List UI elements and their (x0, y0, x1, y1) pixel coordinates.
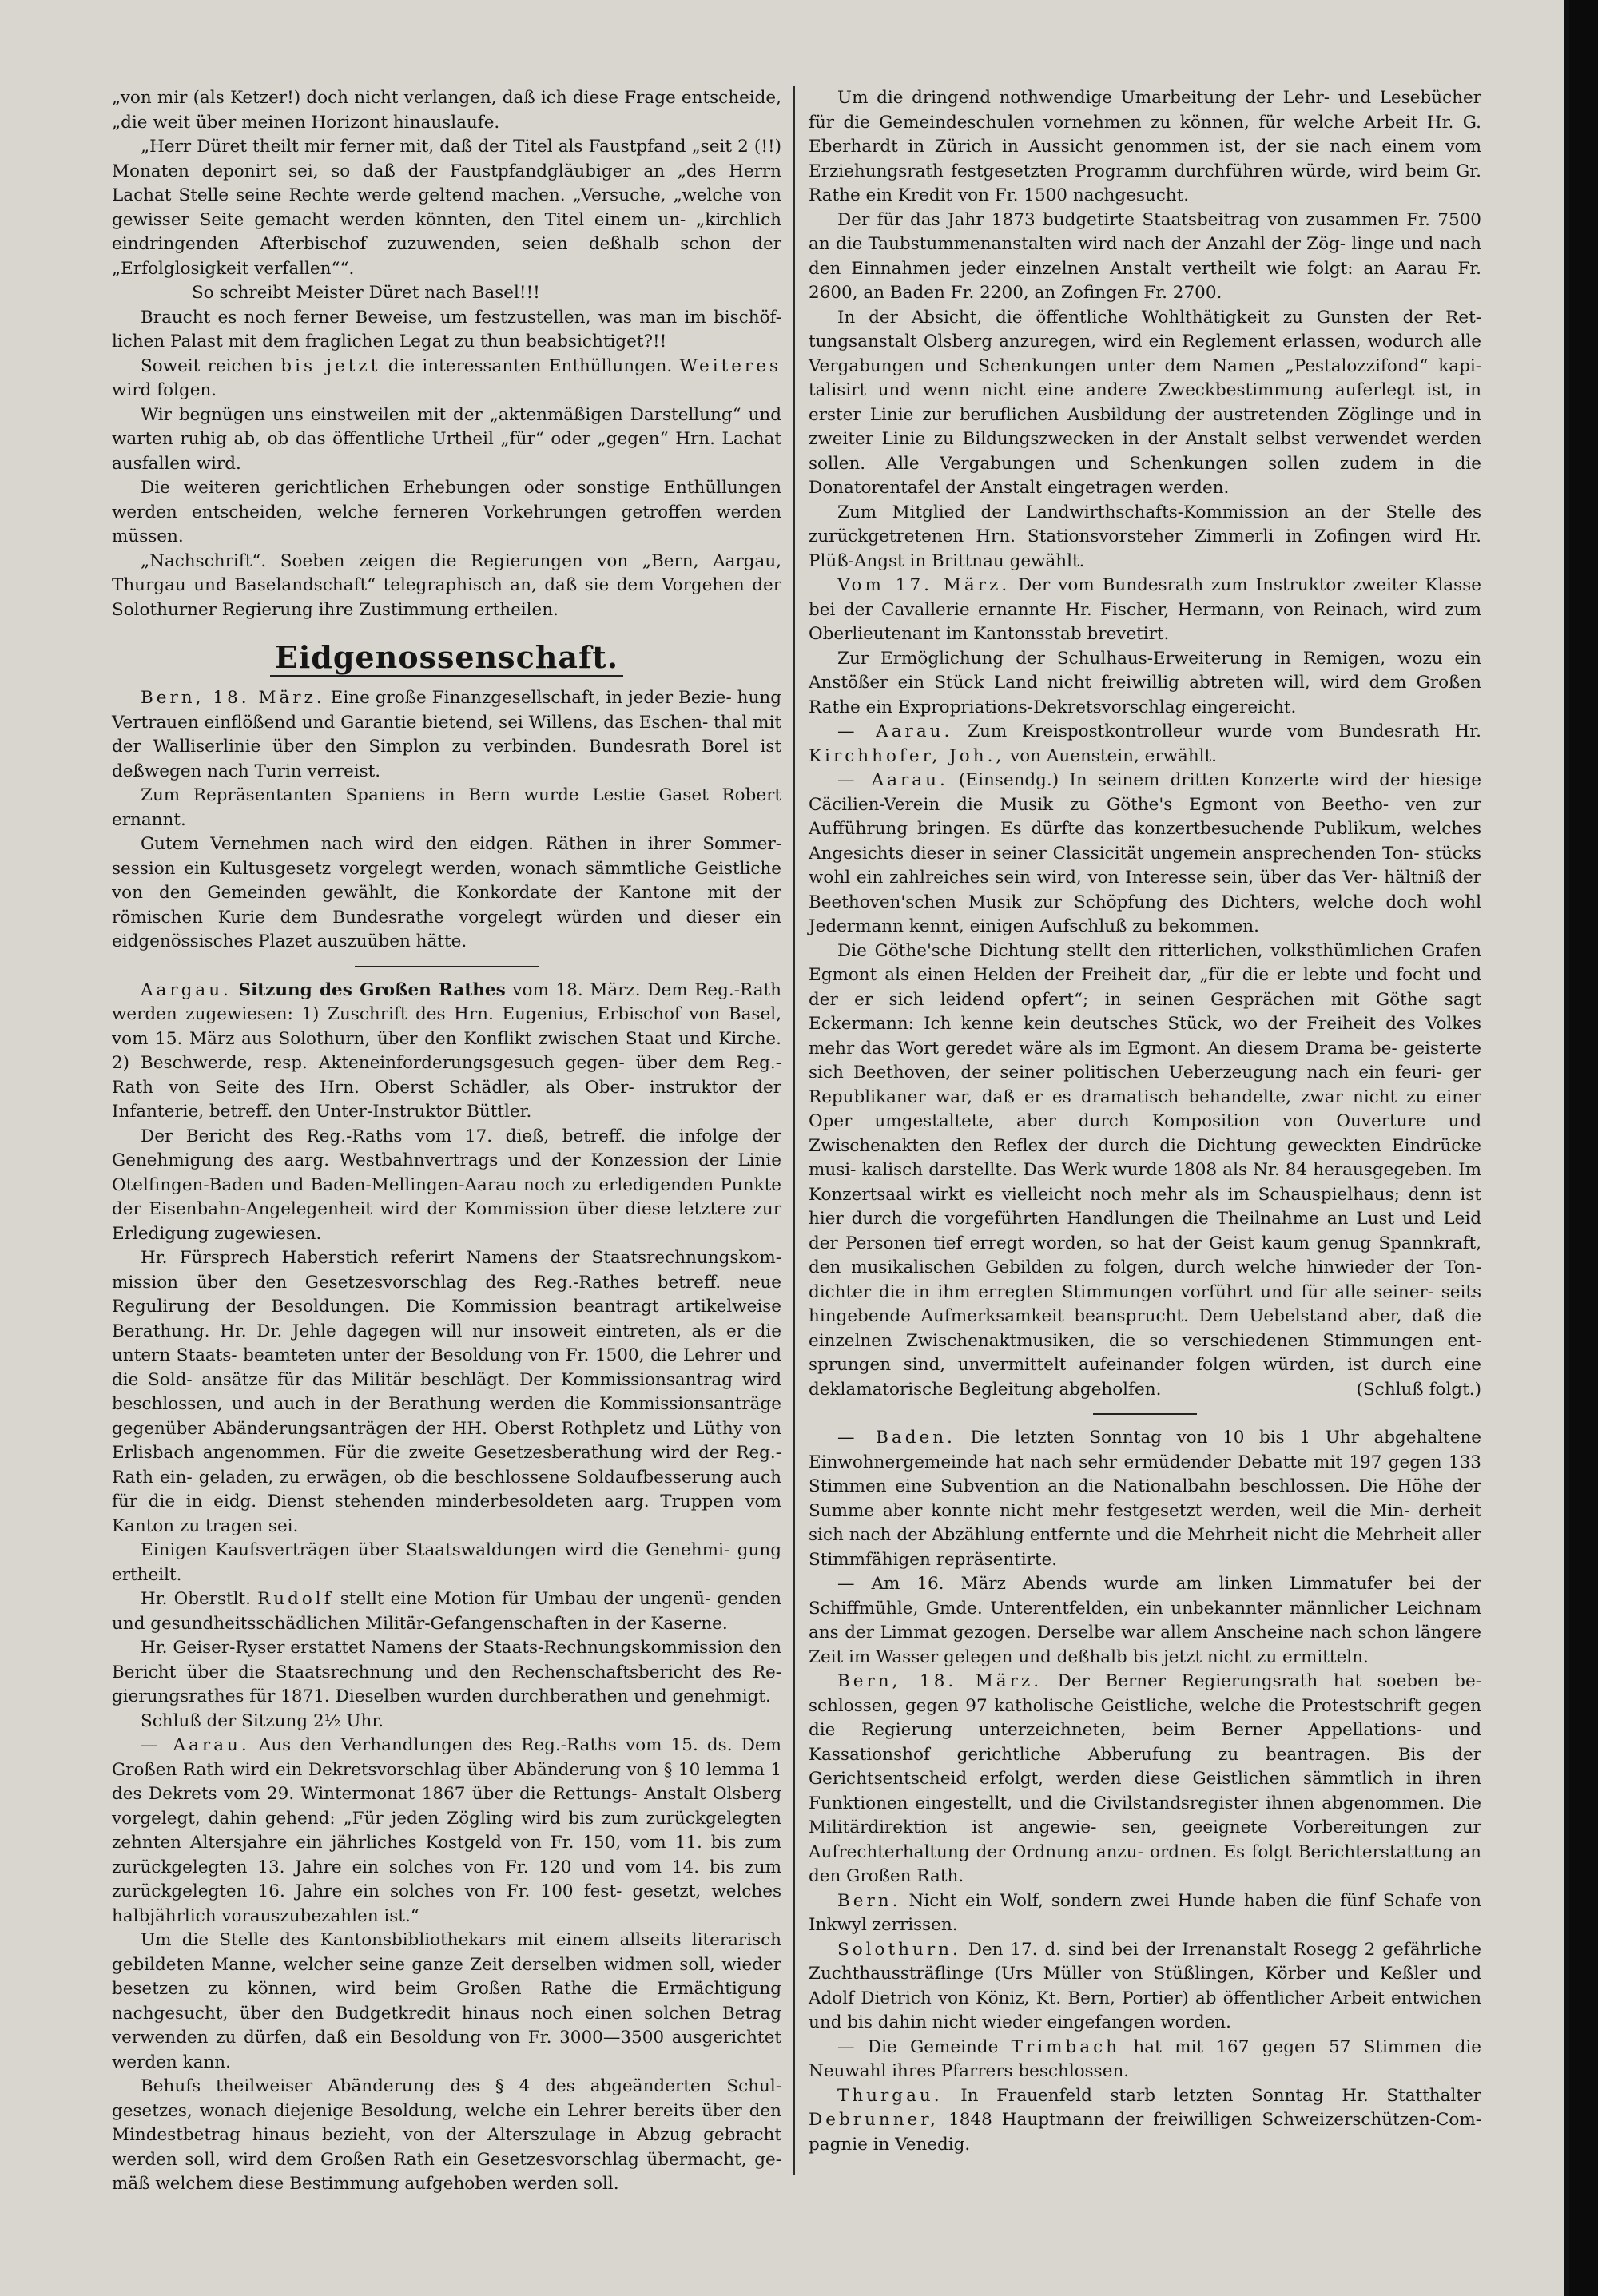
paragraph: — Am 16. März Abends wurde am linken Limmatufer bei der Schiffmühle, Gmde. Unterentfelden, ein unbekannter männlicher Leichnam ans der Limmat gezogen. Derselbe war allem Anscheine nach schon längere Zeit im Wasser gelegen und deßhalb bis jetzt nicht zu ermitteln. (809, 1574, 1481, 1667)
paragraph: „Nachschrift“. Soeben zeigen die Regierungen von „Bern, Aargau, Thurgau und Baselandschaft“ telegraphisch an, daß sie dem Vorgehen der Solothurner Regierung ihre Zustimmung ertheilen. (112, 550, 781, 620)
text-run: — Die Gemeinde (837, 2036, 999, 2057)
text-run: Hr. Oberstlt. (141, 1589, 251, 1609)
paragraph: Behufs theilweiser Abänderung des § 4 des abgeänderten Schul- gesetzes, wonach diejenige Besoldung, welche ein Lehrer bereits über den Mindestbetrag hinaus bezieht, von der Alterszulage in Abzug gebracht werden soll, wird dem Großen Rath ein Gesetzesvorschlag übermacht, ge- mäß welchem diese Bestimmung aufgehoben werden soll. (112, 2076, 781, 2194)
paragraph (809, 2084, 1481, 2158)
text-run: stellt eine Motion für Umbau der ungenü- genden und gesundheitsschädlichen Militär-Gefangenschaften in der Kaserne. (112, 1589, 782, 1634)
text-run: Den 17. d. sind bei der Irrenanstalt Rosegg 2 gefährliche Zuchthaussträflinge (Urs Müller von Stüßlingen, Körber und Keßler und Adolf Dietrich von Köniz, Kt. Bern, Portier) ab öffentlicher Arbeit entwichen und bis dahin nicht wieder eingefangen worden. (809, 1939, 1481, 2032)
text-run: Eine große Finanzgesellschaft, in jeder Bezie- hung Vertrauen einflößend und Garantie bietend, sei Willens, das Eschen- thal mit der Walliserlinie über den Simplon zu verbinden. Bundesrath Borel ist deßwegen nach Turin verreist. (112, 688, 781, 781)
paragraph: Schluß der Sitzung 2½ Uhr. (141, 1710, 384, 1731)
paragraph (809, 720, 1481, 769)
dateline: Vom 17. März. (837, 575, 1011, 595)
emphasis: Rudolf (257, 1589, 334, 1609)
dateline: Bern. (837, 1890, 901, 1911)
text-run: von Auenstein, erwählt. (1010, 745, 1218, 766)
session-title: Sitzung des Großen Rathes (238, 979, 506, 1000)
dateline: — Baden. (837, 1428, 956, 1448)
paragraph (809, 1426, 1481, 1572)
text-run: In Frauenfeld starb letzten Sonntag Hr. Statthalter (960, 2085, 1481, 2106)
dateline: — Aarau. (141, 1735, 250, 1755)
right-column (809, 86, 1481, 2157)
paragraph: „Herr Düret theilt mir ferner mit, daß der Titel als Faustpfand „seit 2 (!!) Monaten deponirt sei, so daß der Faustpfandgläubiger an „des Herrn Lachat Stelle seine Rechte werde geltend machen. „Versuche, „welche von gewisser Seite gemacht werden könnten, den Titel einem un- „kirchlich eindringenden Afterbischof zuzuwenden, seien deßhalb schon der „Erfolglosigkeit verfallen““. (112, 137, 781, 279)
text-run: Nicht ein Wolf, sondern zwei Hunde haben die fünf Schafe von Inkwyl zerrissen. (809, 1890, 1481, 1935)
section-heading (112, 640, 781, 675)
emphasis: Trimbach (1011, 2036, 1121, 2057)
section-heading-text: Eidgenossenschaft. (270, 639, 623, 677)
paragraph: So schreibt Meister Düret nach Basel!!! (192, 283, 540, 303)
paragraph: Zum Mitglied der Landwirthschafts-Kommission an der Stelle des zurückgetretenen Hrn. Stationsvorsteher Zimmerli in Zofingen wird Hr. Plüß-Angst in Brittnau gewählt. (809, 502, 1481, 571)
text-run: vom 18. März. Dem Reg.-Rath werden zugewiesen: 1) Zuschrift des Hrn. Eugenius, Erbischof von Basel, vom 15. März aus Solothurn, über den Konflikt zwischen Staat und Kirche. 2) Beschwerde, resp. Akteneinforderungsgesuch gegen- über dem Reg.-Rath von Seite des Hrn. Oberst Schädler, als Ober- instruktor der Infanterie, betreff. den Unter-Instruktor Büttler. (112, 979, 781, 1122)
paragraph: In der Absicht, die öffentliche Wohlthätigkeit zu Gunsten der Ret- tungsanstalt Olsberg anzuregen, wird ein Reglement erlassen, wodurch alle Vergabungen und Schenkungen unter dem Namen „Pestalozzifond“ kapi- talisirt und wenn nicht eine andere Zweckbestimmung auferlegt ist, in erster Linie zur beruflichen Ausbildung der austretenden Zöglinge und in zweiter Linie zu Bildungszwecken in der Anstalt selbst verwendet werden sollen. Alle Vergabungen und Schenkungen sollen zudem in die Donatorentafel der Anstalt eingetragen werden. (809, 307, 1481, 498)
paragraph (809, 1938, 1481, 2036)
paragraph (809, 2036, 1481, 2084)
emphasis: Weiteres (679, 356, 781, 376)
text-run: hat mit 167 gegen 57 Stimmen die Neuwahl ihres Pfarrers beschlossen. (809, 2036, 1481, 2081)
paragraph: Der Bericht des Reg.-Raths vom 17. dieß, betreff. die infolge der Genehmigung des aarg. Westbahnvertrags und der Konzession der Linie Otelfingen-Baden und Baden-Mellingen-Aarau noch zu erledigenden Punkte der Eisenbahn-Angelegenheit wird der Kommission über diese letztere zur Erledigung zugewiesen. (112, 1126, 781, 1244)
dateline: Bern, 18. März. (141, 688, 325, 708)
paragraph: Einigen Kaufsverträgen über Staatswaldungen wird die Genehmi- gung ertheilt. (112, 1540, 781, 1585)
paragraph (809, 1889, 1481, 1938)
paragraph: Hr. Geiser-Ryser erstattet Namens der Staats-Rechnungskommission den Bericht über die Staatsrechnung und den Rechenschaftsbericht des Re- gierungsrathes für 1871. Dieselben wurden durchberathen und genehmigt. (112, 1638, 781, 1706)
paragraph: Die weiteren gerichtlichen Erhebungen oder sonstige Enthüllungen werden entscheiden, welche ferneren Vorkehrungen getroffen werden müssen. (112, 478, 781, 546)
paragraph: Zum Repräsentanten Spaniens in Bern wurde Lestie Gaset Robert ernannt. (112, 785, 781, 830)
paragraph: „von mir (als Ketzer!) doch nicht verlangen, daß ich diese Frage entscheide, „die weit über meinen Horizont hinauslaufe. (112, 88, 781, 133)
paragraph: Um die dringend nothwendige Umarbeitung der Lehr- und Lesebücher für die Gemeindeschulen vornehmen zu können, für welche Arbeit Hr. G. Eberhardt in Zürich in Aussicht genommen ist, der sie nach einem vom Erziehungsrath festgesetzten Programm durchführen würde, wird beim Gr. Rathe ein Kredit von Fr. 1500 nachgesucht. (809, 88, 1481, 205)
dateline: Bern, 18. März. (837, 1671, 1043, 1691)
paragraph (809, 769, 1481, 939)
emphasis: bis jetzt (280, 356, 381, 376)
dateline: Aargau. (141, 979, 232, 1000)
dateline: Solothurn. (837, 1939, 961, 1960)
paragraph (112, 355, 781, 403)
column-divider (793, 86, 795, 2175)
paragraph: Um die Stelle des Kantonsbibliothekars mit einem allseits literarisch gebildeten Manne, welcher seine ganze Zeit derselben widmen soll, wieder besetzen zu können, wird beim Großen Rathe die Ermächtigung nachgesucht, über den Budgetkredit hinaus noch einen solchen Betrag verwenden zu dürfen, daß ein Besoldung von Fr. 3000—3500 ausgerichtet werden kann. (112, 1930, 781, 2072)
paragraph: Hr. Fürsprech Haberstich referirt Namens der Staatsrechnungskom- mission über den Gesetzesvorschlag des Reg.-Rathes betreff. neue Regulirung der Besoldungen. Die Kommission beantragt artikelweise Berathung. Hr. Dr. Jehle dagegen will nur insoweit eintreten, als er die untern Staats- beamteten unter der Besoldung von Fr. 1500, die Lehrer und die Sold- ansätze für das Militär beschlägt. Der Kommissionsantrag wird beschlossen, und auch in der Berathung werden die Kommissionsanträge gegenüber Abänderungsanträgen der HH. Oberst Rothpletz und Lüthy von Erlisbach angenommen. Für die zweite Gesetzesberathung wird der Reg.-Rath ein- geladen, zu erwägen, ob die beschlossene Soldaufbesserung auch für die in eidg. Dienst stehenden minderbesoldeten aarg. Truppen vom Kanton zu tragen sei. (112, 1248, 781, 1536)
text-run: Zum Kreispostkontrolleur wurde vom Bundesrath Hr. (968, 721, 1481, 741)
paragraph (112, 1734, 781, 1929)
emphasis: Debrunner, (809, 2110, 940, 2130)
emphasis: Kirchhofer, Joh., (809, 745, 1005, 766)
text-run: Der Berner Regierungsrath hat soeben be- schlossen, gegen 97 katholische Geistliche, welche die Protestschrift gegen die Regierung unterzeichneten, beim Berner Appellations- und Kassationshof gerichtliche Abberufung zu beantragen. Bis der Gerichtsentscheid erfolgt, werden diese Geistlichen sämmtlich in ihren Funktionen eingestellt, und die Civilstandsregister ihnen abgenommen. Die Militärdirektion ist angewie- sen, geeignete Vorbereitungen zur Aufrechterhaltung der Ordnung anzu- ordnen. Es folgt Berichterstattung an den Großen Rath. (809, 1671, 1481, 1886)
text-run: Der vom Bundesrath zum Instruktor zweiter Klasse bei der Cavallerie ernannte Hr. Fischer, Hermann, von Reinach, wird zum Oberlieutenant im Kantonsstab brevetirt. (809, 575, 1481, 644)
text-run: (Einsendg.) In seinem dritten Konzerte wird der hiesige Cäcilien-Verein die Musik zu Göthe's Egmont von Beetho- ven zur Aufführung bringen. Es dürfte das konzertbesuchende Publikum, welches Angesichts dieser in seiner Classicität ungemein ansprechenden Ton- stücks wohl ein zahlreiches sein wird, von Interesse sein, über das Ver- hältniß der Beethoven'schen Musik zur Schöpfung des Dichters, welche doch wohl Jedermann kennt, einigen Aufschluß zu bekommen. (809, 770, 1481, 936)
scan-edge (1569, 0, 1598, 2296)
text-run: wird folgen. (112, 380, 217, 400)
continuation-note: (Schluß folgt.) (1356, 1379, 1481, 1400)
text-run: Soweit reichen (141, 356, 273, 376)
paragraph (112, 1587, 781, 1636)
paragraph: Der für das Jahr 1873 budgetirte Staatsbeitrag von zusammen Fr. 7500 an die Taubstummenanstalten wird nach der Anzahl der Zög- linge und nach den Einnahmen jeder einzelnen Anstalt vertheilt wie folgt: an Aarau Fr. 2600, an Baden Fr. 2200, an Zofingen Fr. 2700. (809, 209, 1481, 303)
paragraph (809, 574, 1481, 647)
paragraph: Braucht es noch ferner Beweise, um festzustellen, was man im bischöf- lichen Palast mit dem fraglichen Legat zu thun beabsichtiget?!! (112, 307, 781, 352)
text-run: Aus den Verhandlungen des Reg.-Raths vom 15. ds. Dem Großen Rath wird ein Dekretsvorschlag über Abänderung von § 10 lemma 1 des Dekrets vom 29. Wintermonat 1867 über die Rettungs- Anstalt Olsberg vorgelegt, dahin gehend: „Für jeden Zögling wird bis zum zurückgelegten zehnten Altersjahre ein jährliches Kostgeld von Fr. 150, vom 11. bis zum zurückgelegten 13. Jahre ein solches von Fr. 120 und vom 14. bis zum zurückgelegten 16. Jahre ein solches von Fr. 100 fest- gesetzt, welches halbjährlich vorauszubezahlen ist.“ (112, 1735, 781, 1926)
paragraph (112, 686, 781, 784)
divider (355, 966, 539, 967)
paragraph (112, 979, 781, 1125)
paragraph (809, 1670, 1481, 1889)
text-run: Die letzten Sonntag von 10 bis 1 Uhr abgehaltene Einwohnergemeinde hat nach sehr ermüdender Debatte mit 197 gegen 133 Stimmen eine Subvention an die Nationalbahn beschlossen. Die Höhe der Summe aber konnte nicht mehr festgesetzt werden, weil die Min- derheit sich nach der Abzählung entfernte und die Mehrheit nicht die Mehrheit aller Stimmfähigen repräsentirte. (809, 1428, 1482, 1570)
paragraph (809, 939, 1481, 1403)
left-column (112, 86, 781, 2197)
text-run: die interessanten Enthüllungen. (388, 356, 673, 376)
dateline: — Aarau. (837, 770, 948, 790)
paragraph: Gutem Vernehmen nach wird den eidgen. Räthen in ihrer Sommer- session ein Kultusgesetz vorgelegt werden, wonach sämmtliche Geistliche von den Gemeinden gewählt, die Konkordate der Kantone mit der römischen Kurie dem Bundesrathe vorgelegt würden und dieser ein eidgenössisches Plazet auszuüben hätte. (112, 834, 781, 951)
text-run: 1848 Hauptmann der freiwilligen Schweizerschützen-Com- pagnie in Venedig. (809, 2110, 1481, 2155)
text-run: Die Göthe'sche Dichtung stellt den ritterlichen, volksthümlichen Grafen Egmont als einen Helden der Freiheit dar, „für die er lebte und focht und der er sich leidend opfert“; in seinen Gesprächen mit Göthe sagt Eckermann: Ich kenne kein deutsches Stück, wo der Freiheit des Volkes mehr das Wort geredet wäre als im Egmont. An diesem Drama be- geisterte sich Beethoven, der seiner politischen Ueberzeugung nach ein feuri- ger Republikaner war, daß er es dramatisch behandelte, zwar nicht zu einer Oper umgestaltete, aber durch Komposition von Ouverture und Zwischenakten den Reflex der durch die Dichtung geweckten Eindrücke musi- kalisch darstellte. Das Werk wurde 1808 als Nr. 84 herausgegeben. Im Konzertsaal wirkt es vielleicht noch mehr als im Schauspielhaus; denn ist hier durch die vorgeführten Handlungen die Theilnahme an Lust und Leid der Personen tief erregt worden, so hat der Geist kaum genug Spannkraft, den musikalischen Gebilden zu folgen, durch welche hinwieder der Ton- dichter die in ihm erregten Stimmungen vorführt und für alle seiner- seits hingebende Aufmerksamkeit beansprucht. Dem Uebelstand aber, daß die einzelnen Zwischenaktmusiken, die so verschiedenen Stimmungen ent- sprungen sind, unvermittelt aufeinander folgen würden, ist durch eine deklamatorische Begleitung abgeholfen. (809, 940, 1481, 1400)
divider (1093, 1413, 1197, 1415)
paragraph: Wir begnügen uns einstweilen mit der „aktenmäßigen Darstellung“ und warten ruhig ab, ob das öffentliche Urtheil „für“ oder „gegen“ Hrn. Lachat ausfallen wird. (112, 404, 781, 474)
dateline: — Aarau. (837, 721, 953, 741)
paragraph: Zur Ermöglichung der Schulhaus-Erweiterung in Remigen, wozu ein Anstößer ein Stück Land nicht freiwillig abtreten will, wird dem Großen Rathe ein Expropriations-Dekretsvorschlag eingereicht. (809, 648, 1481, 717)
dateline: Thurgau. (837, 2085, 943, 2106)
